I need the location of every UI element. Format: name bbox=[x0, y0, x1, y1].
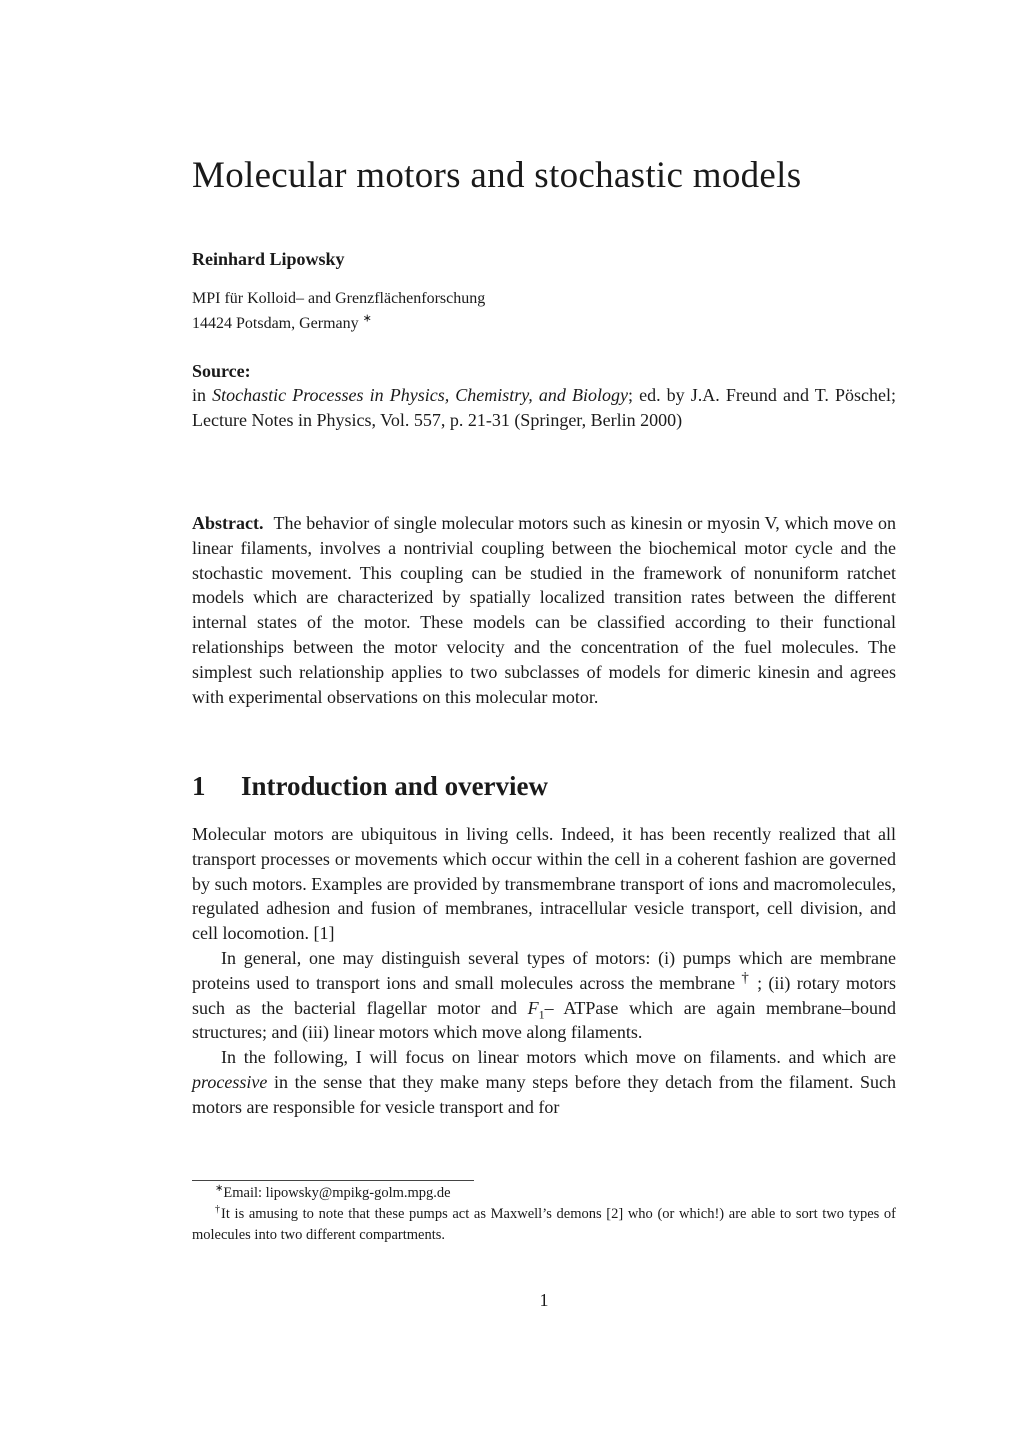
footnote-mark: † bbox=[215, 1204, 222, 1216]
paragraph-2-text-a: In general, one may distinguish several types of motors: (i) pumps which are membrane proteins used to transport ions and small molecules across the membrane bbox=[192, 947, 896, 993]
section-number: 1 bbox=[192, 771, 206, 801]
abstract-text: The behavior of single molecular motors such as kinesin or myosin V, which move on linear filaments, involves a nontrivial coupling between the biochemical motor cycle and the stochastic movement. This coupling can be studied in the framework of nonuniform ratchet models which are characterized by spatially localized transition rates between the different internal states of the motor. These models can be classified according to their functional relationships between the motor velocity and the concentration of the fuel molecules. The simplest such relationship applies to two subclasses of models for dimeric kinesin and agrees with experimental observations on this molecular motor. bbox=[192, 513, 896, 707]
footnotes bbox=[192, 1183, 896, 1246]
affiliation-line-2 bbox=[192, 311, 485, 336]
affiliation bbox=[192, 286, 485, 336]
footnote-mark-email: ∗ bbox=[362, 312, 372, 325]
math-f1 bbox=[527, 997, 545, 1022]
footnote-divider bbox=[192, 1180, 474, 1181]
abstract-label: Abstract. bbox=[192, 513, 264, 533]
paragraph-2-text-c: – ATPase which are again membrane–bound structures; and (iii) linear motors which move along filaments. bbox=[192, 997, 896, 1043]
math-subscript: 1 bbox=[538, 1007, 545, 1022]
footnote-text: It is amusing to note that these pumps act as Maxwell’s demons [2] who (or which!) are able to sort two types of molecules into two different compartments. bbox=[192, 1206, 897, 1243]
paragraph-3 bbox=[192, 1045, 896, 1119]
source-details: ; ed. by J.A. Freund and T. Pöschel; Lecture Notes in Physics, Vol. 557, p. 21-31 (Springer, Berlin 2000) bbox=[192, 385, 896, 430]
math-variable: F bbox=[527, 997, 539, 1018]
author-name: Reinhard Lipowsky bbox=[192, 249, 345, 269]
paragraph-1: Molecular motors are ubiquitous in living cells. Indeed, it has been recently realized that all transport processes or movements which occur within the cell in a coherent fashion are governed by such motors. Examples are provided by transmembrane transport of ions and macromolecules, regulated adhesion and fusion of membranes, intracellular vesicle transport, cell division, and cell locomotion. [1] bbox=[192, 824, 896, 944]
emphasis-processive: processive bbox=[192, 1071, 268, 1092]
paragraph-2-text-b: ; (ii) rotary motors such as the bacterial flagellar motor and bbox=[192, 972, 897, 1018]
footnote-maxwell bbox=[192, 1204, 896, 1246]
source-book-title: Stochastic Processes in Physics, Chemistry, and Biology bbox=[212, 385, 628, 405]
page-number: 1 bbox=[539, 1290, 549, 1310]
affiliation-address: 14424 Potsdam, Germany bbox=[192, 315, 363, 332]
section-body bbox=[192, 822, 896, 1120]
footnote-text: Email: lipowsky@mpikg-golm.mpg.de bbox=[223, 1185, 451, 1201]
footnote-email bbox=[192, 1183, 896, 1204]
paragraph-3-text-a: In the following, I will focus on linear motors which move on filaments. and which are bbox=[221, 1047, 896, 1068]
source-citation bbox=[192, 383, 896, 433]
footnote-mark: ∗ bbox=[215, 1183, 224, 1195]
source-label: Source: bbox=[192, 361, 251, 381]
paragraph-3-text-b: in the sense that they make many steps before they detach from the filament. Such motors are responsible for vesicle transport and for bbox=[192, 1071, 896, 1117]
paper-title: Molecular motors and stochastic models bbox=[192, 155, 802, 196]
paragraph-2 bbox=[192, 946, 896, 1045]
section-heading bbox=[192, 768, 548, 804]
abstract bbox=[192, 511, 896, 709]
footnote-mark-dagger: † bbox=[741, 969, 751, 986]
source-prefix: in bbox=[192, 385, 213, 405]
affiliation-line-1: MPI für Kolloid– and Grenzflächenforschung bbox=[192, 290, 486, 307]
section-title: Introduction and overview bbox=[241, 771, 549, 801]
